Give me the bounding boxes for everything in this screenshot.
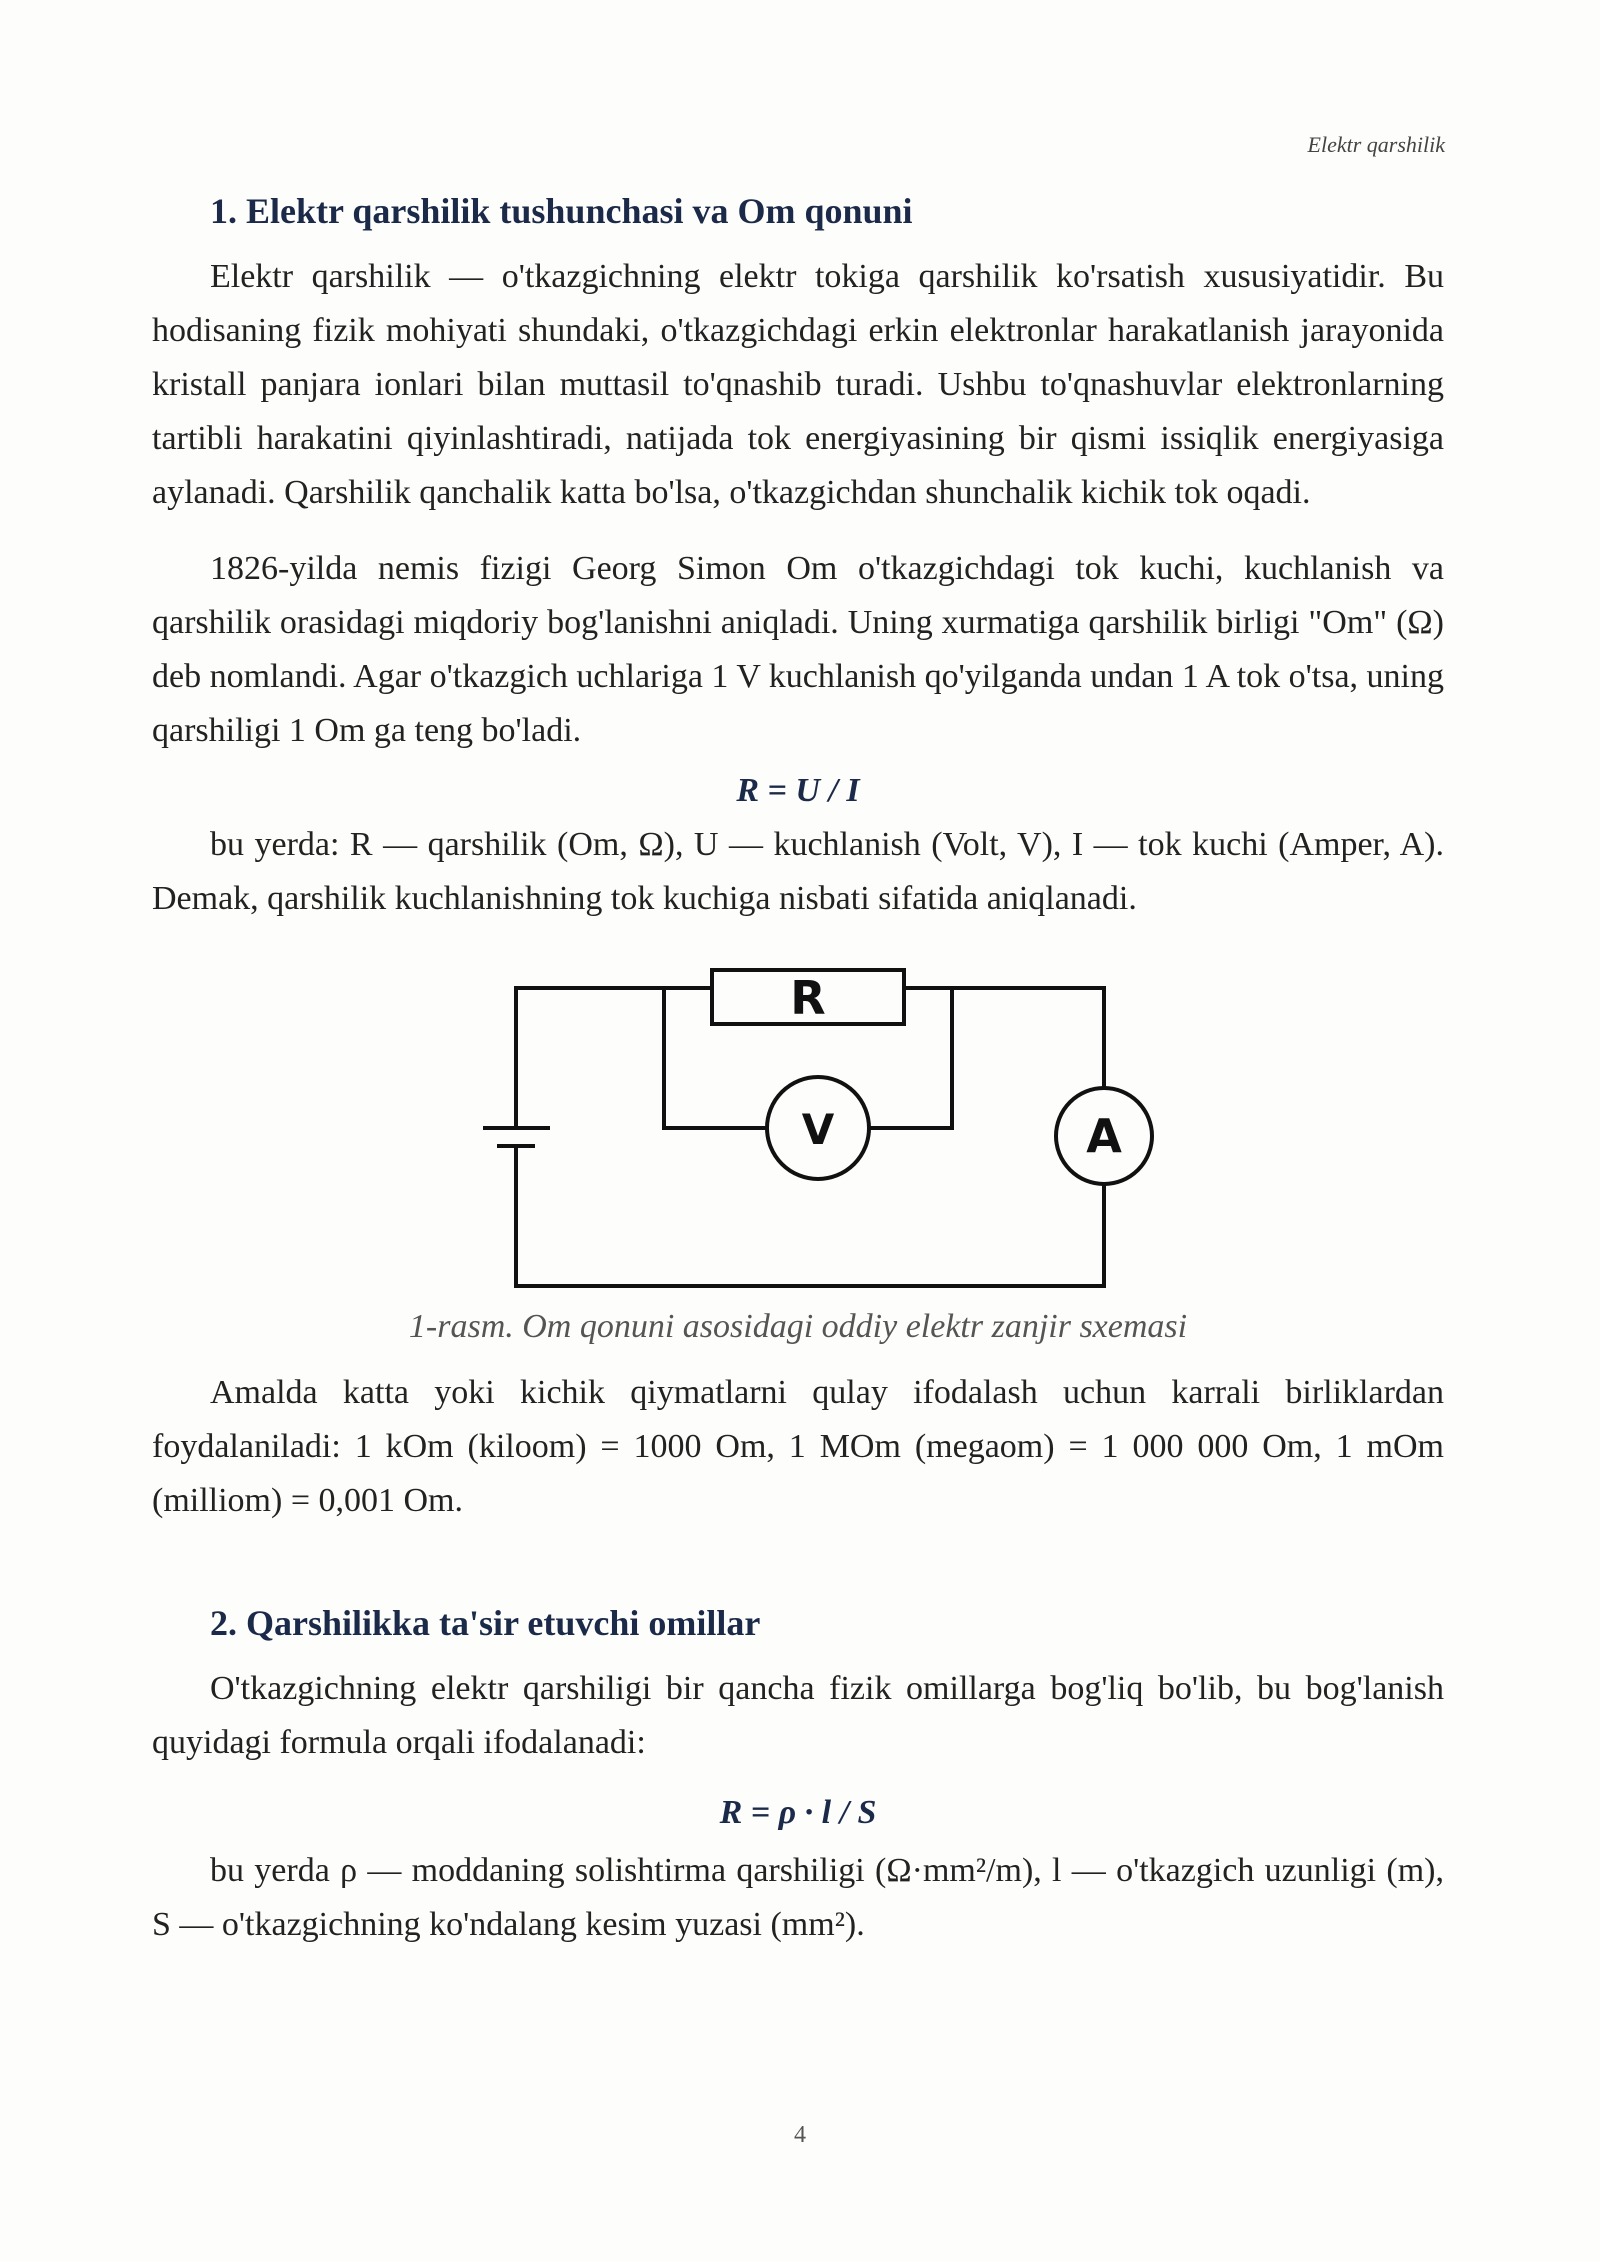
resistor-label: R	[790, 971, 826, 1025]
section-1-paragraph-3: bu yerda: R — qarshilik (Om, Ω), U — kuchlanish (Volt, V), I — tok kuchi (Amper, A). Demak, qarshilik kuchlanishning tok kuchiga nisbati sifatida aniqlanadi.	[152, 826, 1444, 917]
circuit-figure	[152, 950, 1444, 1300]
section-1-paragraph-2: 1826-yilda nemis fizigi Georg Simon Om o'tkazgichdagi tok kuchi, kuchlanish va qarshilik orasidagi miqdoriy bog'lanishni aniqladi. Uning xurmatiga qarshilik birligi "Om" (Ω) deb nomlandi. Agar o'tkazgich uchlariga 1 V kuchlanish qo'yilganda undan 1 A tok o'tsa, uning qarshiligi 1 Om ga teng bo'ladi.	[152, 550, 1444, 749]
circuit-wire-top-left	[516, 988, 712, 1048]
figure-caption: 1-rasm. Om qonuni asosidagi oddiy elektr zanjir sxemasi	[408, 1308, 1188, 1345]
ammeter-label: A	[1086, 1109, 1122, 1163]
section-2-paragraph-1: O'tkazgichning elektr qarshiligi bir qancha fizik omillarga bog'liq bo'lib, bu bog'lanish quyidagi formula orqali ifodalanadi:	[152, 1670, 1444, 1761]
circuit-wire-top-right	[904, 988, 1104, 1100]
section-1-heading: 1. Elektr qarshilik tushunchasi va Om qonuni	[210, 191, 913, 231]
ohm-law-formula: R = U / I	[736, 772, 860, 809]
section-2-heading: 2. Qarshilikka ta'sir etuvchi omillar	[210, 1603, 761, 1643]
running-header: Elektr qarshilik	[1307, 132, 1445, 157]
section-2-paragraph-2: bu yerda ρ — moddaning solishtirma qarshiligi (Ω·mm²/m), l — o'tkazgich uzunligi (m), S — o'tkazgichning ko'ndalang kesim yuzasi (mm²).	[152, 1852, 1444, 1943]
page-number: 4	[794, 2122, 806, 2148]
page-content	[152, 190, 1444, 1952]
section-1-paragraph-4: Amalda katta yoki kichik qiymatlarni qulay ifodalash uchun karrali birliklardan foydalaniladi: 1 kOm (kiloom) = 1000 Om, 1 MOm (megaom) = 1 000 000 Om, 1 mOm (milliom) = 0,001 Om.	[152, 1374, 1444, 1519]
voltmeter-label: V	[801, 1105, 835, 1154]
circuit-diagram	[152, 950, 1444, 1300]
resistivity-formula: R = ρ · l / S	[719, 1794, 877, 1831]
section-1-paragraph-1: Elektr qarshilik — o'tkazgichning elektr tokiga qarshilik ko'rsatish xususiyatidir. Bu hodisaning fizik mohiyati shundaki, o'tkazgichdagi erkin elektronlar harakatlanish jarayonida kristall panjara ionlari bilan muttasil to'qnashib turadi. Ushbu to'qnashuvlar elektronlarning tartibli harakatini qiyinlashtiradi, natijada tok energiyasining bir qismi issiqlik energiyasiga aylanadi. Qarshilik qanchalik katta bo'lsa, o'tkazgichdan shunchalik kichik tok oqadi.	[152, 258, 1444, 511]
